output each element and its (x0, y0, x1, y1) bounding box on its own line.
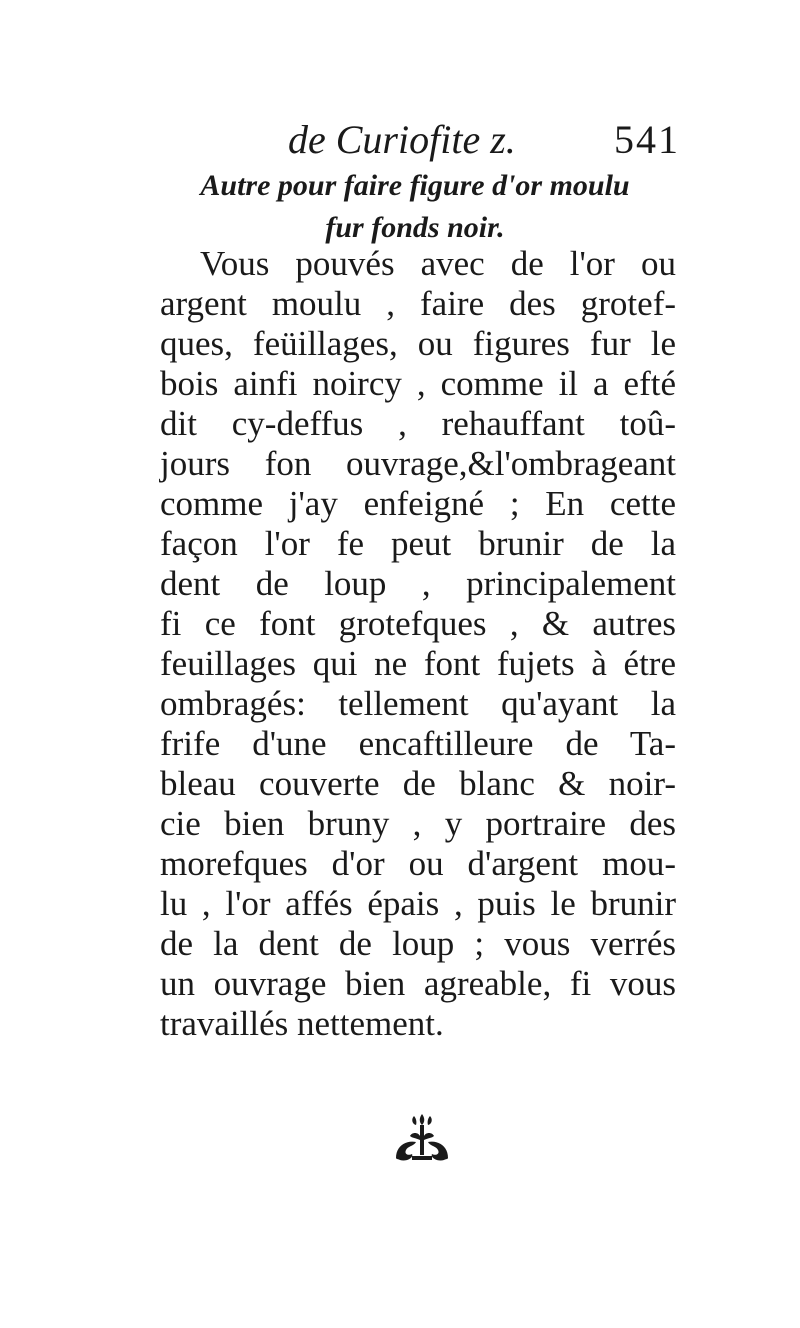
text-line: dent de loup , principalement (160, 564, 676, 603)
text-line: comme j'ay enfeigné ; En cette (160, 484, 676, 523)
text-line: ombragés: tellement qu'ayant la (160, 684, 676, 723)
running-title: de Curiofite z. (288, 117, 516, 162)
section-heading-line: Autre pour faire figure d'or moulu (200, 169, 630, 202)
running-head (160, 112, 680, 168)
text-line: bois ainfi noircy , comme il a efté (160, 364, 676, 403)
text-line: dit cy-deffus , rehauffant toû- (160, 404, 676, 443)
text-line: travaillés nettement. (160, 1004, 444, 1043)
text-line: un ouvrage bien agreable, fi vous (160, 964, 676, 1003)
fleuron-icon (392, 1112, 452, 1164)
text-line: Vous pouvés avec de l'or ou (200, 244, 676, 283)
text-line: fi ce font grotefques , & autres (160, 604, 676, 643)
section-heading-line: fur fonds noir. (325, 211, 505, 244)
text-line: jours fon ouvrage,&l'ombrageant (160, 444, 676, 483)
text-line: argent moulu , faire des grotef- (160, 284, 676, 323)
text-line: morefques d'or ou d'argent mou- (160, 844, 676, 883)
body-paragraph (160, 244, 676, 1044)
text-line: lu , l'or affés épais , puis le brunir (160, 884, 676, 923)
text-line: cie bien bruny , y portraire des (160, 804, 676, 843)
text-line: frife d'une encaftilleure de Ta- (160, 724, 676, 763)
text-line: feuillages qui ne font fujets à étre (160, 644, 676, 683)
section-heading (150, 165, 680, 249)
text-line: façon l'or fe peut brunir de la (160, 524, 676, 563)
text-line: bleau couverte de blanc & noir- (160, 764, 676, 803)
text-line: de la dent de loup ; vous verrés (160, 924, 676, 963)
page-number: 541 (614, 117, 680, 162)
text-line: ques, feüillages, ou figures fur le (160, 324, 676, 363)
